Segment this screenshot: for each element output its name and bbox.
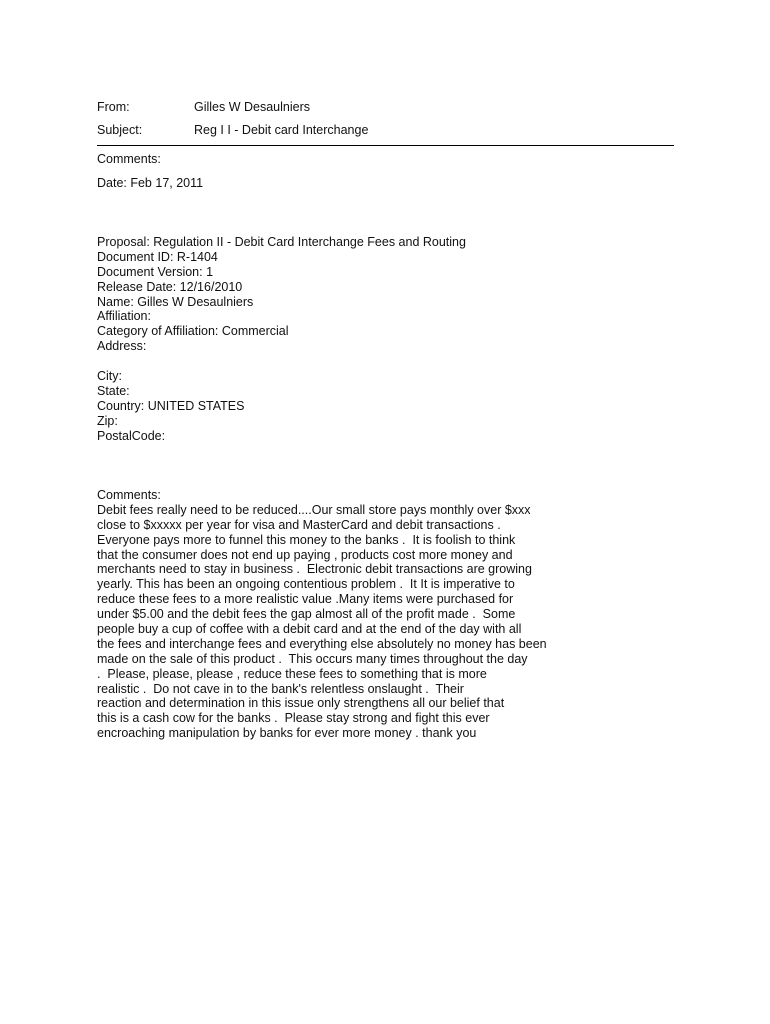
from-value: Gilles W Desaulniers bbox=[194, 100, 311, 114]
comment-line: Everyone pays more to funnel this money to the banks . It is foolish to think bbox=[97, 532, 516, 547]
location-line: Country: UNITED STATES bbox=[97, 398, 245, 413]
detail-line: Category of Affiliation: Commercial bbox=[97, 324, 289, 339]
location-line: PostalCode: bbox=[97, 428, 166, 443]
location-line: Zip: bbox=[97, 413, 118, 428]
comment-line: encroaching manipulation by banks for ever more money . thank you bbox=[97, 726, 477, 741]
comment-line: reaction and determination in this issue only strengthens all our belief that bbox=[97, 696, 505, 711]
from-label: From: bbox=[97, 100, 130, 114]
comment-line: reduce these fees to a more realistic value .Many items were purchased for bbox=[97, 592, 514, 607]
location-line: City: bbox=[97, 369, 122, 383]
comment-line: Debit fees really need to be reduced....Our small store pays monthly over $xxx bbox=[97, 502, 531, 517]
header-divider bbox=[97, 145, 674, 146]
detail-line: Name: Gilles W Desaulniers bbox=[97, 294, 254, 309]
comment-line: yearly. This has been an ongoing contentious problem . It It is imperative to bbox=[97, 577, 515, 592]
comment-block bbox=[97, 488, 547, 741]
comment-line: merchants need to stay in business . Electronic debit transactions are growing bbox=[97, 562, 532, 577]
date-line: Date: Feb 17, 2011 bbox=[97, 176, 204, 190]
comment-line: people buy a cup of coffee with a debit card and at the end of the day with all bbox=[97, 622, 522, 637]
from-row bbox=[97, 100, 310, 115]
detail-line: Release Date: 12/16/2010 bbox=[97, 279, 243, 294]
comment-line: made on the sale of this product . This occurs many times throughout the day bbox=[97, 651, 528, 666]
comment-line: . Please, please, please , reduce these fees to something that is more bbox=[97, 666, 487, 681]
comment-line: this is a cash cow for the banks . Please stay strong and fight this ever bbox=[97, 711, 490, 726]
detail-line: Affiliation: bbox=[97, 309, 151, 324]
subject-label: Subject: bbox=[97, 123, 143, 137]
detail-line: Proposal: Regulation II - Debit Card Interchange Fees and Routing bbox=[97, 235, 466, 249]
subject-row bbox=[97, 123, 368, 138]
location-block bbox=[97, 369, 244, 443]
detail-line: Document Version: 1 bbox=[97, 264, 214, 279]
comments-label: Comments: bbox=[97, 152, 161, 166]
comment-body-label: Comments: bbox=[97, 488, 161, 502]
subject-value: Reg I I - Debit card Interchange bbox=[194, 123, 369, 137]
detail-line: Document ID: R-1404 bbox=[97, 249, 218, 264]
comment-line: realistic . Do not cave in to the bank's relentless onslaught . Their bbox=[97, 681, 464, 696]
comment-line: close to $xxxxx per year for visa and MasterCard and debit transactions . bbox=[97, 517, 501, 532]
details-block bbox=[97, 235, 466, 354]
comment-line: the fees and interchange fees and everything else absolutely no money has been bbox=[97, 636, 547, 651]
detail-line: Address: bbox=[97, 339, 147, 354]
comment-line: that the consumer does not end up paying , products cost more money and bbox=[97, 547, 513, 562]
comment-line: under $5.00 and the debit fees the gap almost all of the profit made . Some bbox=[97, 607, 516, 622]
location-line: State: bbox=[97, 383, 130, 398]
